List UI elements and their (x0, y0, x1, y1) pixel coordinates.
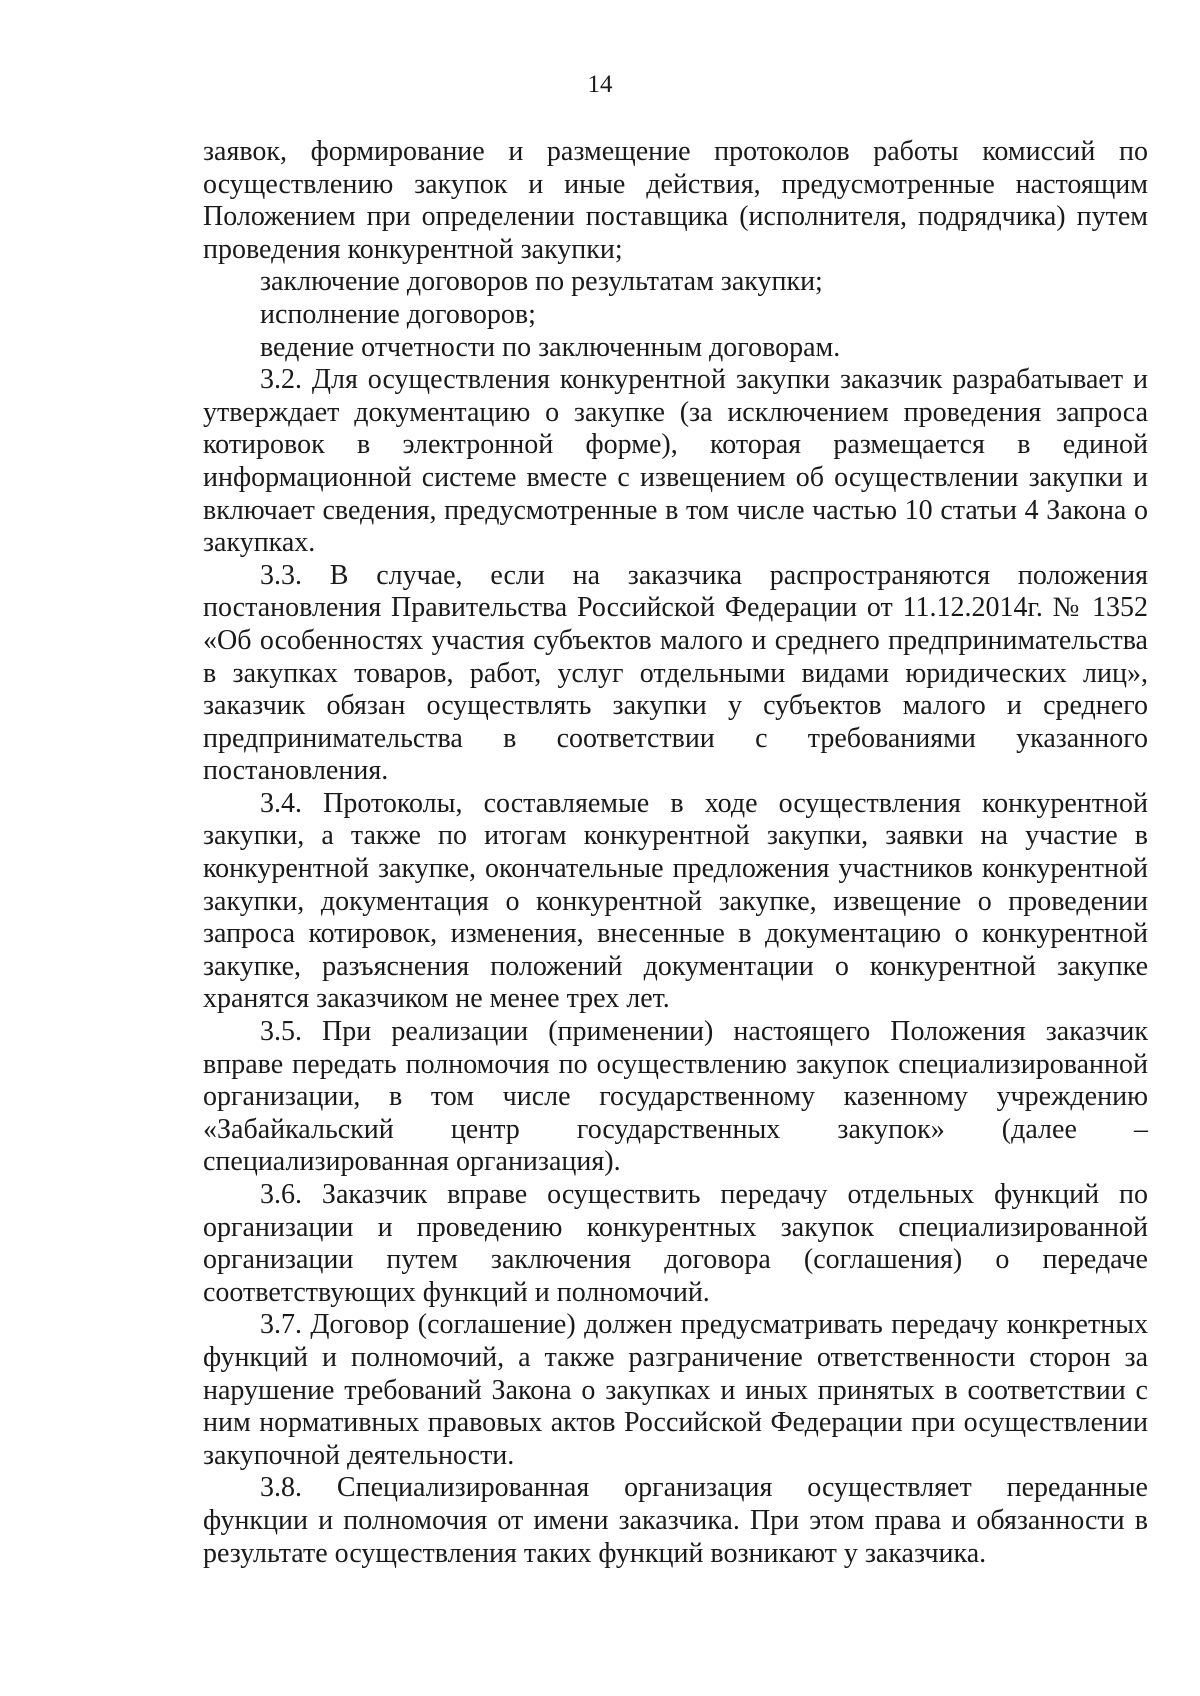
paragraph-3-6: 3.6. Заказчик вправе осуществить передачу отдельных функций по организации и проведению конкурентных закупок специализированной организации путем заключения договора (соглашения) о передаче соответствующих функций и полномочий. (203, 1179, 1148, 1308)
paragraph-3-2: 3.2. Для осуществления конкурентной закупки заказчик разрабатывает и утверждает документацию о закупке (за исключением проведения запроса котировок в электронной форме), которая размещается в единой информационной системе вместе с извещением об осуществлении закупки и включает сведения, предусмотренные в том числе частью 10 статьи 4 Закона о закупках. (203, 364, 1148, 559)
page-number: 14 (587, 71, 613, 98)
list-item-reporting: ведение отчетности по заключенным договорам. (260, 331, 841, 363)
paragraph-3-8: 3.8. Специализированная организация осуществляет переданные функции и полномочия от имени заказчика. При этом права и обязанности в результате осуществления таких функций возникают у заказчика. (203, 1472, 1148, 1569)
paragraph-3-3: 3.3. В случае, если на заказчика распространяются положения постановления Правительства Российской Федерации от 11.12.2014г. № 1352 «Об особенностях участия субъектов малого и среднего предпринимательства в закупках товаров, работ, услуг отдельными видами юридических лиц», заказчик обязан осуществлять закупки у субъектов малого и среднего предпринимательства в соответствии с требованиями указанного постановления. (203, 559, 1148, 787)
paragraph-continuation: заявок, формирование и размещение протоколов работы комиссий по осуществлению закупок и иные действия, предусмотренные настоящим Положением при определении поставщика (исполнителя, подрядчика) путем проведения конкурентной закупки; (203, 136, 1148, 265)
list-item-contracts: заключение договоров по результатам закупки; (260, 266, 823, 298)
paragraph-3-5: 3.5. При реализации (применении) настоящего Положения заказчик вправе передать полномочия по осуществлению закупок специализированной организации, в том числе государственному казенному учреждению «Забайкальский центр государственных закупок» (далее – специализированная организация). (203, 1016, 1148, 1178)
document-body (203, 136, 1148, 1570)
paragraph-3-4: 3.4. Протоколы, составляемые в ходе осуществления конкурентной закупки, а также по итогам конкурентной закупки, заявки на участие в конкурентной закупке, окончательные предложения участников конкурентной закупки, документация о конкурентной закупке, извещение о проведении запроса котировок, изменения, внесенные в документацию о конкурентной закупке, разъяснения положений документации о конкурентной закупке хранятся заказчиком не менее трех лет. (203, 787, 1148, 1015)
list-item-execution: исполнение договоров; (260, 298, 536, 330)
paragraph-3-7: 3.7. Договор (соглашение) должен предусматривать передачу конкретных функций и полномочий, а также разграничение ответственности сторон за нарушение требований Закона о закупках и иных принятых в соответствии с ним нормативных правовых актов Российской Федерации при осуществлении закупочной деятельности. (203, 1309, 1148, 1471)
